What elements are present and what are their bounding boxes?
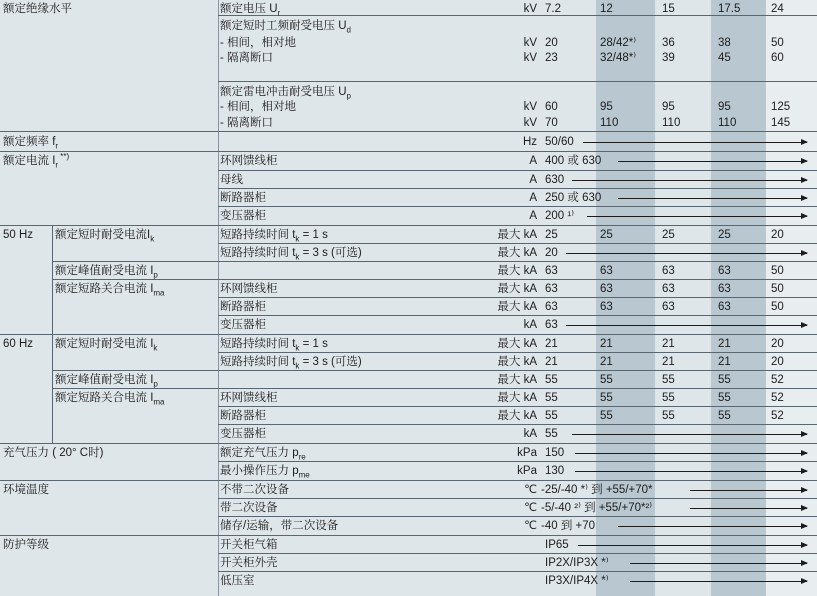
hz60-dur1-unit: 最大 kA — [497, 338, 537, 350]
gas-row-label — [220, 464, 310, 478]
power-freq-phase-value: 36 — [662, 37, 675, 49]
hz60-making-text: 额定短路关合电流 I — [55, 392, 154, 404]
lightning-phase-value: 125 — [771, 101, 791, 113]
hz60-dur1-rest: = 1 s — [299, 338, 328, 350]
protection-row-label: 低压室 — [220, 575, 255, 587]
current-row-label: 断路器柜 — [220, 192, 266, 204]
hz50-dur1-value: 25 — [600, 229, 613, 241]
divider — [218, 406, 817, 407]
hz60-dur1-label — [220, 337, 328, 351]
hz50-peak-value: 63 — [600, 265, 613, 277]
section-insulation: 额定绝缘水平 — [3, 3, 72, 15]
gas-row-label-text: 额定充气压力 p — [220, 447, 299, 459]
divider — [0, 535, 817, 536]
lightning-open-label: - 隔离断口 — [220, 117, 274, 129]
section-gas-pressure: 充气压力 ( 20° C时) — [3, 447, 104, 459]
gas-row-unit: kPa — [517, 465, 537, 477]
column-band-17-5kv — [711, 0, 766, 596]
divider — [218, 81, 817, 82]
section-divider-vertical — [52, 226, 53, 444]
hz50-peak-value: 63 — [718, 265, 731, 277]
lightning-phase-value: 60 — [545, 101, 558, 113]
power-freq-open-value: 45 — [718, 52, 731, 64]
hz60-making-value: 55 — [600, 410, 613, 422]
section-frequency-text: 额定频率 f — [3, 136, 56, 148]
hz60-making-value: 52 — [771, 392, 784, 404]
hz50-dur1-unit: 最大 kA — [497, 229, 537, 241]
lightning-phase-value: 95 — [600, 101, 613, 113]
divider — [0, 225, 817, 226]
section-60hz: 60 Hz — [3, 338, 34, 350]
divider — [218, 571, 817, 572]
hz60-making-value: 55 — [600, 392, 613, 404]
hz60-dur1-value: 21 — [662, 338, 675, 350]
column-band-24kv — [766, 0, 817, 596]
hz50-dur1-text: 短路持续时间 t — [220, 229, 296, 241]
lightning-open-value: 145 — [771, 117, 791, 129]
applies-all-arrow — [566, 325, 807, 326]
hz50-making-value: 63 — [718, 301, 731, 313]
hz60-making-row-label: 环网馈线柜 — [220, 392, 278, 404]
hz60-dur3-rest: = 3 s (可选) — [299, 356, 362, 368]
hz50-making-value: 50 — [771, 283, 784, 295]
hz60-peak-value: 55 — [662, 374, 675, 386]
ambient-row-label: 不带二次设备 — [220, 484, 289, 496]
lightning-open-value: 70 — [545, 117, 558, 129]
hz50-making-text: 额定短路关合电流 I — [55, 283, 154, 295]
divider — [218, 498, 817, 499]
current-row-unit: A — [529, 210, 537, 222]
lightning-open-value: 110 — [600, 117, 619, 129]
power-freq-label — [220, 19, 351, 33]
hz50-making-value: 63 — [662, 301, 675, 313]
divider — [52, 388, 817, 389]
voltage-unit: kV — [523, 3, 537, 15]
hz50-dur3-value: 20 — [545, 247, 558, 259]
voltage-label-text: 额定电压 U — [220, 3, 278, 15]
hz50-peak-value: 50 — [771, 265, 784, 277]
frequency-value: 50/60 — [545, 136, 574, 148]
hz60-peak-value: 55 — [718, 374, 731, 386]
hz60-making-value: 55 — [662, 392, 675, 404]
divider — [218, 516, 817, 517]
hz50-dur1-rest: = 1 s — [299, 229, 328, 241]
hz60-short-time-text: 额定短时耐受电流 I — [55, 338, 154, 350]
divider — [52, 279, 817, 280]
divider — [218, 424, 817, 425]
divider — [0, 443, 817, 444]
lightning-open-value: 110 — [662, 117, 681, 129]
hz60-dur3-label — [220, 355, 362, 369]
hz50-making-sub: ma — [153, 288, 165, 298]
divider — [218, 170, 817, 171]
voltage-value: 15 — [662, 3, 675, 15]
hz50-making-value: 63 — [545, 301, 558, 313]
hz50-making-row-unit: 最大 kA — [497, 301, 537, 313]
hz50-making-row-unit: 最大 kA — [497, 283, 537, 295]
applies-all-arrow — [566, 253, 807, 254]
gas-row-value: 130 — [545, 465, 565, 477]
current-row-label: 变压器柜 — [220, 210, 266, 222]
section-frequency-sub: r — [55, 141, 59, 151]
hz60-peak-unit: 最大 kA — [497, 374, 537, 386]
hz60-transformer-unit: kA — [523, 428, 537, 440]
ambient-row-value: -40 到 +70 — [541, 520, 596, 532]
hz50-dur1-label — [220, 228, 328, 242]
hz60-making-value: 55 — [662, 410, 675, 422]
protection-row-value: IP65 — [545, 539, 569, 551]
applies-all-arrow — [587, 216, 807, 217]
voltage-value: 7.2 — [545, 3, 561, 15]
divider — [218, 461, 817, 462]
hz60-dur3-value: 20 — [771, 356, 784, 368]
applies-all-arrow — [575, 453, 807, 454]
hz60-short-time-label — [55, 337, 157, 351]
applies-all-arrow — [690, 490, 807, 491]
label-divider-vertical — [218, 0, 219, 596]
applies-all-arrow — [618, 161, 807, 162]
voltage-label — [220, 2, 280, 16]
protection-row-label: 开关柜气箱 — [220, 539, 278, 551]
hz60-dur1-value: 21 — [545, 338, 558, 350]
protection-row-value: IP2X/IP3X *⁾ — [545, 557, 609, 569]
hz50-peak-text: 额定峰值耐受电流 I — [55, 265, 154, 277]
current-row-unit: A — [529, 155, 537, 167]
power-freq-open-value: 60 — [771, 52, 784, 64]
divider — [218, 297, 817, 298]
current-row-unit: A — [529, 192, 537, 204]
hz50-making-value: 63 — [662, 283, 675, 295]
hz60-dur1-text: 短路持续时间 t — [220, 338, 296, 350]
hz50-dur3-sub: k — [295, 252, 300, 262]
current-row-value: 250 或 630 — [545, 192, 602, 204]
power-freq-phase-value: 50 — [771, 37, 784, 49]
current-row-value: 200 ¹⁾ — [545, 210, 575, 222]
lightning-unit: kV — [523, 117, 537, 129]
divider — [218, 188, 817, 189]
hz50-peak-sub: p — [153, 270, 158, 280]
gas-row-label — [220, 446, 306, 460]
applies-all-arrow — [583, 142, 807, 143]
frequency-unit: Hz — [522, 136, 537, 148]
power-freq-phase-value: 20 — [545, 37, 558, 49]
divider — [0, 131, 817, 132]
hz50-peak-value: 63 — [545, 265, 558, 277]
lightning-phase-value: 95 — [662, 101, 675, 113]
current-row-unit: A — [529, 174, 537, 186]
divider — [0, 334, 817, 335]
power-freq-phase-label: - 相间，相对地 — [220, 37, 297, 49]
lightning-open-value: 110 — [718, 117, 737, 129]
current-row-value: 630 — [545, 174, 565, 186]
power-freq-open-value: 32/48*⁾ — [600, 52, 637, 64]
ambient-row-unit: ℃ — [524, 520, 537, 532]
current-row-label: 环网馈线柜 — [220, 155, 278, 167]
hz60-peak-value: 55 — [600, 374, 613, 386]
power-freq-unit: kV — [523, 37, 537, 49]
hz50-making-value: 63 — [718, 283, 731, 295]
ambient-row-label: 储存/运输，带二次设备 — [220, 520, 339, 532]
hz60-peak-value: 55 — [545, 374, 558, 386]
hz50-dur1-value: 25 — [545, 229, 558, 241]
lightning-label — [220, 85, 351, 99]
divider — [0, 480, 817, 481]
section-50hz: 50 Hz — [3, 229, 34, 241]
hz60-dur1-value: 21 — [718, 338, 731, 350]
voltage-value: 17.5 — [718, 3, 741, 15]
ambient-row-unit: ℃ — [524, 484, 537, 496]
hz50-making-value: 63 — [545, 283, 558, 295]
hz60-peak-sub: p — [153, 379, 158, 389]
lightning-phase-label: - 相间，相对地 — [220, 101, 297, 113]
power-freq-open-value: 39 — [662, 52, 675, 64]
hz60-dur3-value: 21 — [600, 356, 613, 368]
hz60-dur3-text: 短路持续时间 t — [220, 356, 296, 368]
hz60-dur3-sub: k — [295, 361, 300, 371]
hz60-dur3-value: 21 — [718, 356, 731, 368]
lightning-label-text: 额定雷电冲击耐受电压 U — [220, 86, 347, 98]
divider — [218, 206, 817, 207]
ambient-row-value: -5/-40 ²⁾ 到 +55/+70*²⁾ — [541, 502, 653, 514]
hz50-dur3-rest: = 3 s (可选) — [299, 247, 362, 259]
hz60-dur3-unit: 最大 kA — [497, 356, 537, 368]
hz50-making-value: 63 — [600, 283, 613, 295]
gas-row-label-sub: re — [298, 452, 306, 462]
applies-all-arrow — [618, 198, 807, 199]
power-freq-unit: kV — [523, 52, 537, 64]
hz50-making-value: 50 — [771, 301, 784, 313]
protection-row-label: 开关柜外壳 — [220, 557, 278, 569]
applies-all-arrow — [618, 526, 807, 527]
hz50-dur1-value: 25 — [662, 229, 675, 241]
section-current-note: **) — [58, 152, 70, 162]
divider — [52, 370, 817, 371]
hz60-transformer-label: 变压器柜 — [220, 428, 266, 440]
hz60-dur1-sub: k — [295, 343, 300, 353]
power-freq-phase-value: 38 — [718, 37, 731, 49]
hz50-short-time-label — [55, 228, 154, 242]
section-current-text: 额定电流 I — [3, 155, 56, 167]
hz50-making-label — [55, 282, 165, 296]
section-frequency — [3, 135, 58, 149]
hz50-making-row-label: 断路器柜 — [220, 301, 266, 313]
hz60-making-row-unit: 最大 kA — [497, 392, 537, 404]
hz60-transformer-value: 55 — [545, 428, 558, 440]
power-freq-open-label: - 隔离断口 — [220, 52, 274, 64]
divider — [0, 151, 817, 152]
divider — [218, 315, 817, 316]
hz50-transformer-unit: kA — [523, 319, 537, 331]
hz50-dur3-label — [220, 246, 362, 260]
ambient-row-value: -25/-40 *⁾ 到 +55/+70* — [541, 484, 653, 496]
applies-all-arrow — [572, 180, 807, 181]
voltage-value: 12 — [600, 3, 613, 15]
gas-row-label-text: 最小操作压力 p — [220, 465, 299, 477]
power-freq-phase-value: 28/42*⁾ — [600, 37, 637, 49]
divider — [218, 352, 817, 353]
hz60-making-row-label: 断路器柜 — [220, 410, 266, 422]
ambient-row-unit: ℃ — [524, 502, 537, 514]
hz60-making-sub: ma — [153, 397, 165, 407]
applies-all-arrow — [690, 508, 807, 509]
divider — [52, 261, 817, 262]
hz60-making-value: 55 — [545, 410, 558, 422]
gas-row-unit: kPa — [517, 447, 537, 459]
hz60-making-label — [55, 391, 165, 405]
applies-all-arrow — [630, 581, 807, 582]
current-row-value: 400 或 630 — [545, 155, 602, 167]
hz60-making-value: 55 — [545, 392, 558, 404]
hz60-peak-value: 52 — [771, 374, 784, 386]
hz50-dur3-text: 短路持续时间 t — [220, 247, 296, 259]
hz50-short-time-text: 额定短时耐受电流I — [55, 229, 151, 241]
hz50-dur3-unit: 最大 kA — [497, 247, 537, 259]
applies-all-arrow — [575, 471, 807, 472]
hz50-dur1-sub: k — [295, 234, 300, 244]
hz50-short-time-sub: k — [150, 234, 155, 244]
section-current — [3, 154, 69, 168]
hz50-dur1-value: 25 — [718, 229, 731, 241]
hz60-short-time-sub: k — [153, 343, 158, 353]
hz60-peak-label — [55, 373, 158, 387]
section-ambient: 环境温度 — [3, 484, 49, 496]
hz60-dur1-value: 20 — [771, 338, 784, 350]
section-current-sub: r — [55, 160, 59, 170]
applies-all-arrow — [630, 563, 807, 564]
power-freq-open-value: 23 — [545, 52, 558, 64]
hz50-transformer-label: 变压器柜 — [220, 319, 266, 331]
hz50-making-row-label: 环网馈线柜 — [220, 283, 278, 295]
gas-row-label-sub: me — [298, 470, 310, 480]
hz50-dur1-value: 20 — [771, 229, 784, 241]
voltage-label-sub: r — [277, 8, 281, 18]
divider — [218, 553, 817, 554]
hz50-peak-value: 63 — [662, 265, 675, 277]
hz60-dur3-value: 21 — [662, 356, 675, 368]
applies-all-arrow — [572, 434, 807, 435]
hz60-dur3-value: 21 — [545, 356, 558, 368]
section-protection: 防护等级 — [3, 539, 49, 551]
divider — [218, 243, 817, 244]
lightning-label-sub: p — [346, 91, 351, 101]
hz50-peak-unit: 最大 kA — [497, 265, 537, 277]
power-freq-label-text: 额定短时工频耐受电压 U — [220, 20, 347, 32]
hz60-making-value: 52 — [771, 410, 784, 422]
lightning-unit: kV — [523, 101, 537, 113]
voltage-value: 24 — [771, 3, 784, 15]
hz50-transformer-value: 63 — [545, 319, 558, 331]
current-row-label: 母线 — [220, 174, 243, 186]
gas-row-value: 150 — [545, 447, 565, 459]
applies-all-arrow — [578, 545, 807, 546]
hz60-making-row-unit: 最大 kA — [497, 410, 537, 422]
hz60-making-value: 55 — [718, 410, 731, 422]
hz60-peak-text: 额定峰值耐受电流 I — [55, 374, 154, 386]
power-freq-label-sub: d — [346, 25, 351, 35]
ambient-row-label: 带二次设备 — [220, 502, 278, 514]
hz60-dur1-value: 21 — [600, 338, 613, 350]
hz50-making-value: 63 — [600, 301, 613, 313]
lightning-phase-value: 95 — [718, 101, 731, 113]
protection-row-value: IP3X/IP4X *⁾ — [545, 575, 609, 587]
hz60-making-value: 55 — [718, 392, 731, 404]
hz50-peak-label — [55, 264, 158, 278]
